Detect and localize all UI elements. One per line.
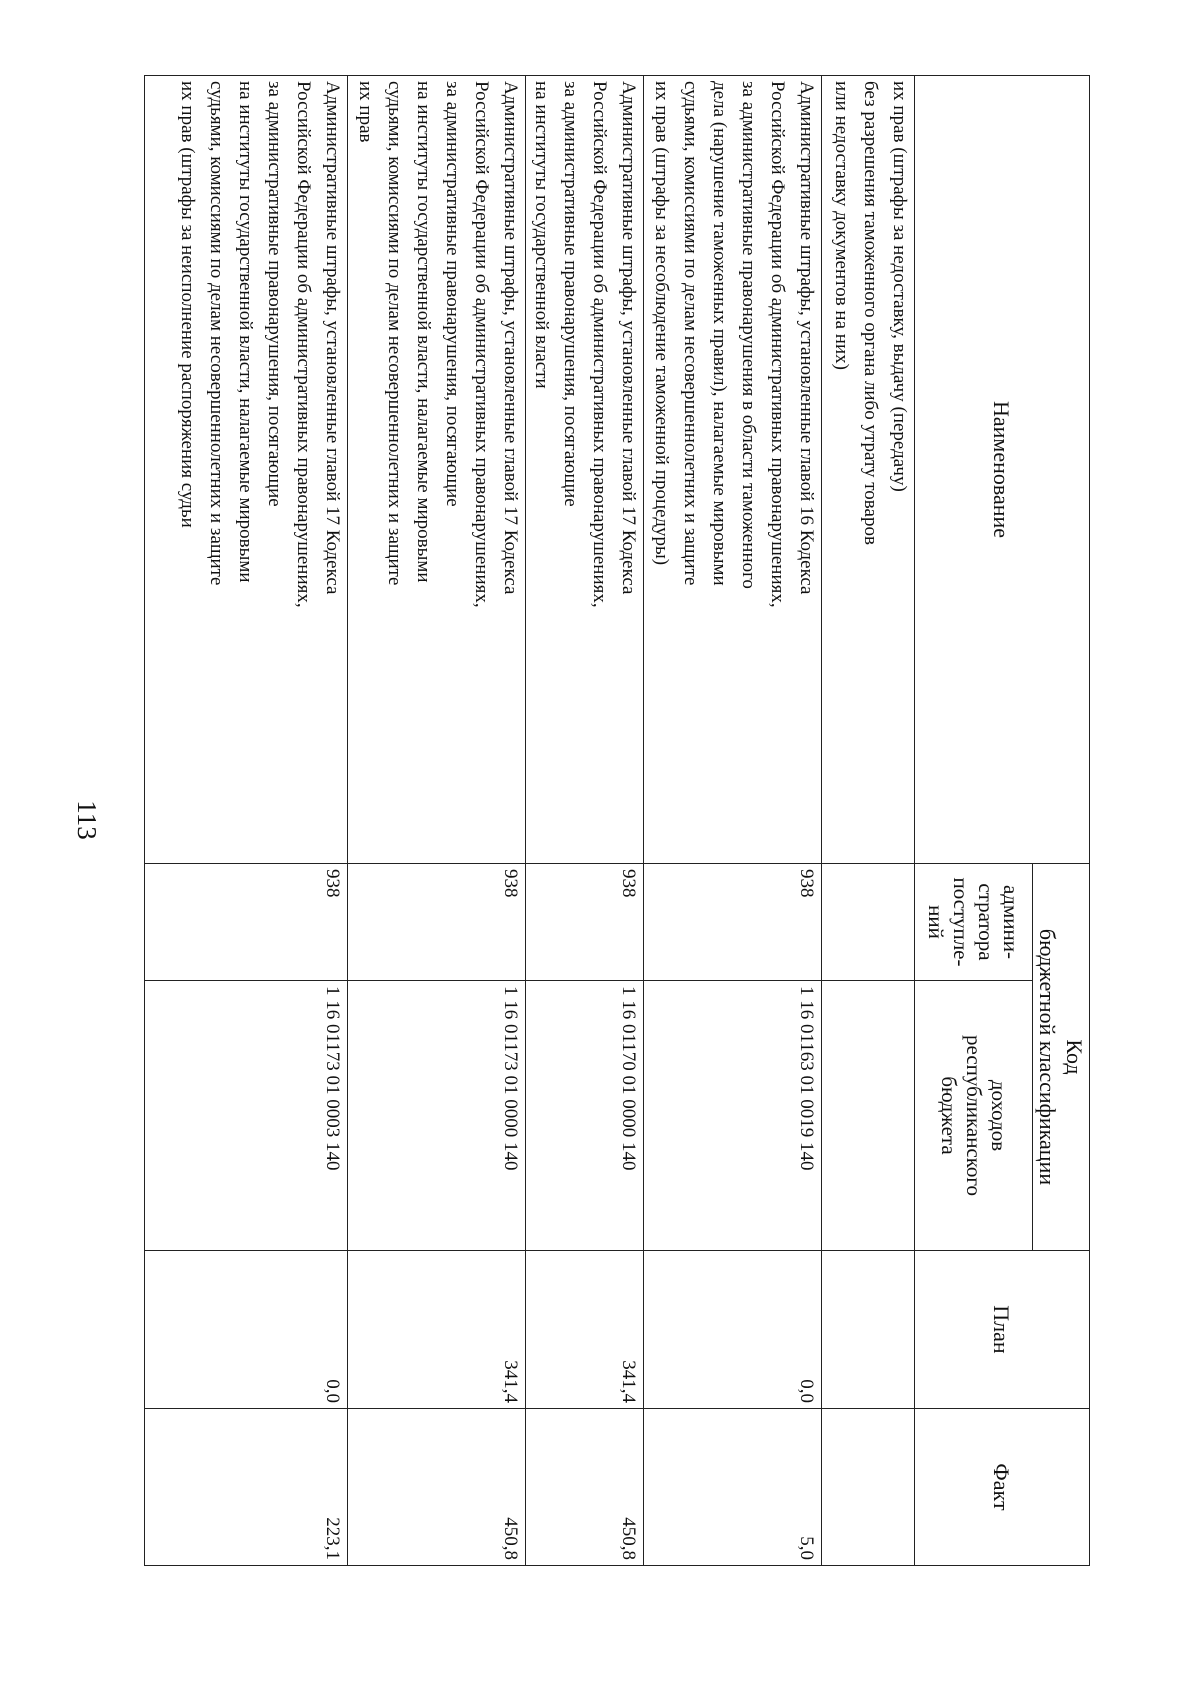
row-name-line: Российской Федерации об административных правонарушениях,: [471, 81, 492, 608]
row-name-line: на институты государственной власти, налагаемые мировыми: [235, 81, 256, 583]
column-header-plan: План: [915, 1251, 1090, 1409]
row-income-code: 1 16 01173 01 0000 140: [348, 981, 526, 1251]
row-name-line: на институты государственной власти, налагаемые мировыми: [413, 81, 434, 583]
row-name-line: их прав (штрафы за неисполнение распоряжения судьи: [177, 81, 198, 528]
row-administrator-code: 938: [526, 864, 644, 981]
row-name-line: за административные правонарушения в области таможенного: [738, 81, 759, 589]
row-name: [526, 76, 644, 864]
table-row: [145, 76, 348, 1566]
row-name: [145, 76, 348, 864]
header-row-top: [1033, 76, 1090, 1566]
row-fact: 5,0: [644, 1409, 822, 1566]
row-name-line: за административные правонарушения, посягающие: [442, 81, 463, 507]
row-plan: 341,4: [526, 1251, 644, 1409]
column-header-income: [915, 981, 1033, 1251]
row-name-line: или недоставку документов на них): [831, 81, 852, 370]
income-header-line: бюджета: [937, 1076, 961, 1155]
row-administrator-code: 938: [145, 864, 348, 981]
row-name-line: Административные штрафы, установленные главой 17 Кодекса: [322, 81, 343, 595]
row-name-line: Административные штрафы, установленные главой 17 Кодекса: [618, 81, 639, 595]
row-fact: 450,8: [348, 1409, 526, 1566]
page-number: 113: [72, 800, 102, 840]
row-name-line: Административные штрафы, установленные главой 17 Кодекса: [500, 81, 521, 595]
column-header-name: Наименование: [915, 76, 1090, 864]
administrator-header-line: поступле-: [949, 877, 974, 967]
administrator-header-line: ний: [924, 905, 949, 939]
code-group-line: Код: [1062, 1039, 1087, 1075]
row-name: [644, 76, 822, 864]
row-name-line: Административные штрафы, установленные главой 16 Кодекса: [796, 81, 817, 595]
row-income-code: 1 16 01170 01 0000 140: [526, 981, 644, 1251]
row-name-line: на институты государственной власти: [531, 81, 552, 389]
row-fact: 223,1: [145, 1409, 348, 1566]
row-name-line: их прав (штрафы за недоставку, выдачу (передачу): [889, 81, 910, 492]
row-name-line: дела (нарушение таможенных правил), налагаемые мировыми: [709, 81, 730, 586]
row-name-line: их прав: [355, 81, 376, 143]
row-fact: [822, 1409, 915, 1566]
table-row: [822, 76, 915, 1566]
row-plan: 0,0: [145, 1251, 348, 1409]
administrator-header-line: админи-: [999, 884, 1024, 959]
income-header-line: республиканского: [962, 1035, 986, 1196]
table-row: [526, 76, 644, 1566]
row-name-line: их прав (штрафы за несоблюдение таможенной процедуры): [651, 81, 672, 566]
row-name-line: судьями, комиссиями по делам несовершеннолетних и защите: [680, 81, 701, 586]
row-income-code: 1 16 01163 01 0019 140: [644, 981, 822, 1251]
row-name-line: без разрешения таможенного органа либо утрату товаров: [860, 81, 881, 545]
row-administrator-code: 938: [348, 864, 526, 981]
row-name-line: Российской Федерации об административных правонарушениях,: [293, 81, 314, 608]
row-administrator-code: 938: [644, 864, 822, 981]
rotated-table-wrapper: [145, 75, 1090, 1565]
row-name-line: за административные правонарушения, посягающие: [560, 81, 581, 507]
row-administrator-code: [822, 864, 915, 981]
row-plan: 341,4: [348, 1251, 526, 1409]
code-group-line: бюджетной классификации: [1035, 928, 1060, 1186]
row-income-code: [822, 981, 915, 1251]
column-header-administrator: [915, 864, 1033, 981]
income-header-line: доходов: [987, 1079, 1011, 1152]
administrator-header-line: стратора: [974, 883, 999, 961]
row-plan: [822, 1251, 915, 1409]
row-name-line: за административные правонарушения, посягающие: [264, 81, 285, 507]
row-fact: 450,8: [526, 1409, 644, 1566]
budget-table: [144, 75, 1090, 1566]
row-name: [822, 76, 915, 864]
column-header-code-group: [1033, 864, 1090, 1251]
row-name-line: судьями, комиссиями по делам несовершеннолетних и защите: [384, 81, 405, 586]
row-name-line: Российской Федерации об административных правонарушениях,: [589, 81, 610, 608]
row-name: [348, 76, 526, 864]
row-income-code: 1 16 01173 01 0003 140: [145, 981, 348, 1251]
row-name-line: Российской Федерации об административных правонарушениях,: [767, 81, 788, 608]
row-name-line: судьями, комиссиями по делам несовершеннолетних и защите: [206, 81, 227, 586]
column-header-fact: Факт: [915, 1409, 1090, 1566]
row-plan: 0,0: [644, 1251, 822, 1409]
table-row: [348, 76, 526, 1566]
table-row: [644, 76, 822, 1566]
